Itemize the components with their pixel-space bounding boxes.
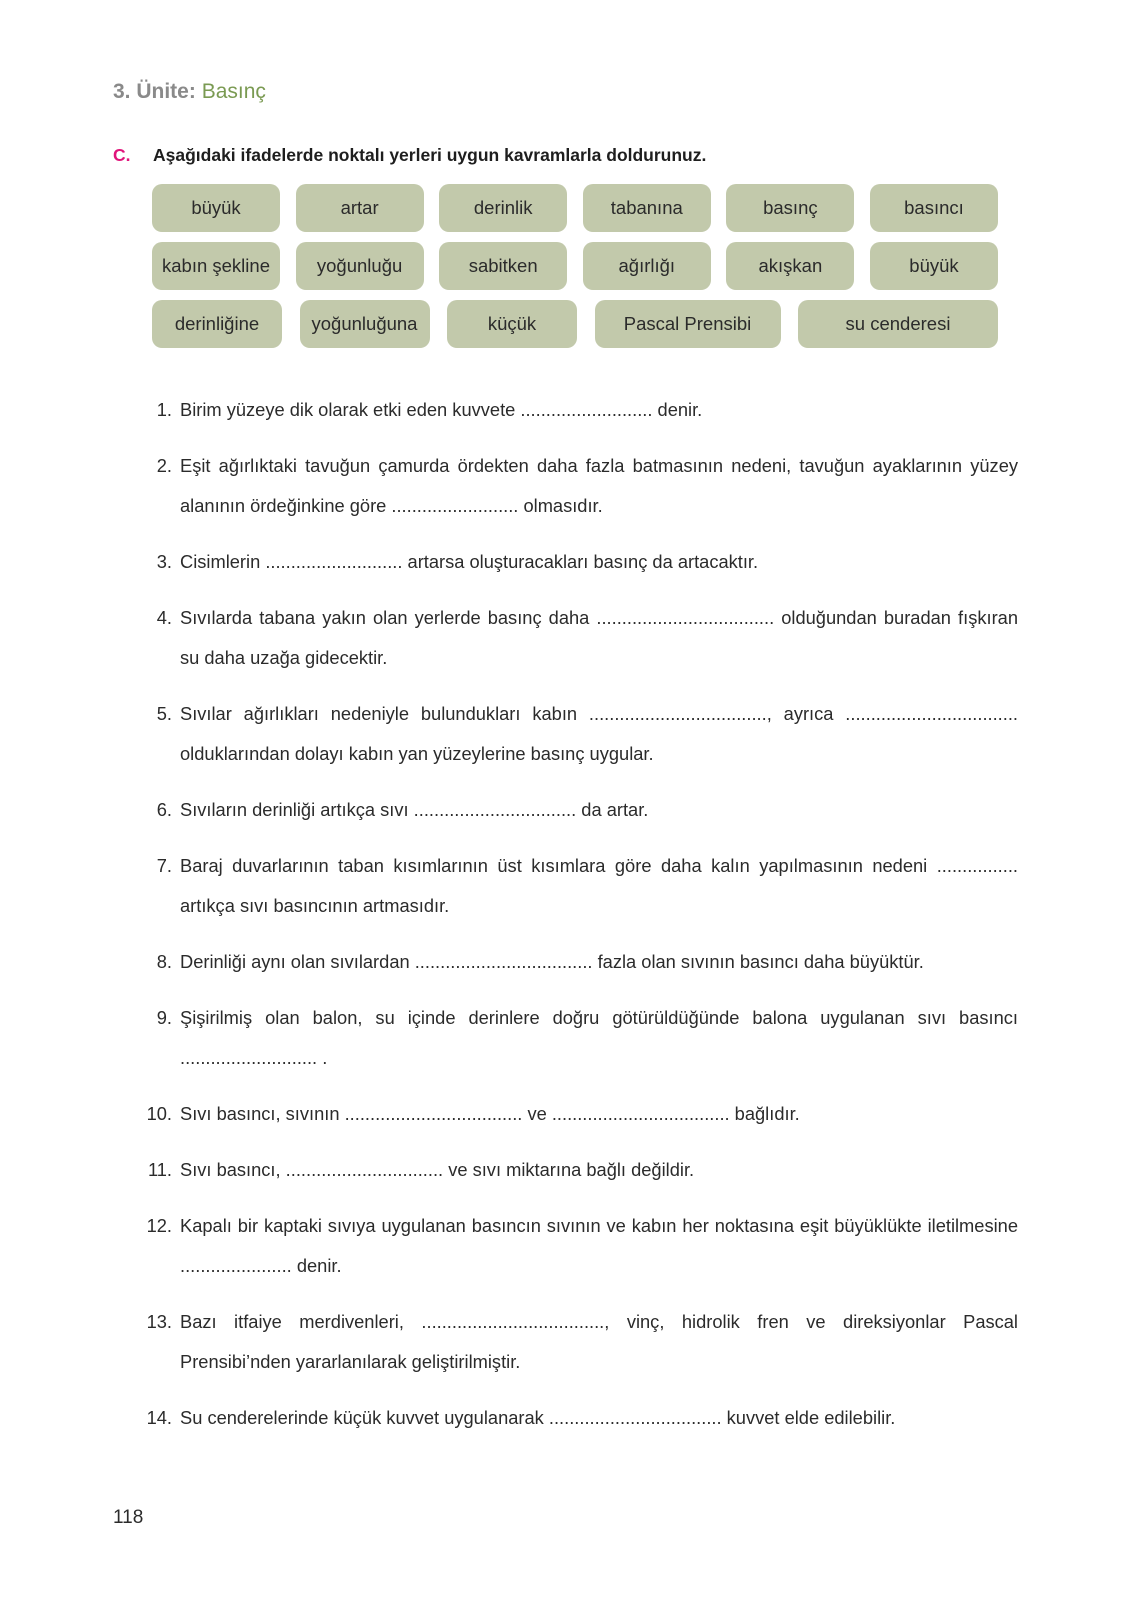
question-number: 4.	[156, 607, 172, 628]
unit-header	[113, 80, 266, 104]
question-text: Su cenderelerinde küçük kuvvet uygulanarak .................................. kuvvet elde edilebilir.	[180, 1407, 896, 1428]
question-item	[138, 1206, 1018, 1286]
question-text: Şişirilmiş olan balon, su içinde derinlere doğru götürüldüğünde balona uygulanan sıvı basıncı ........................... .	[180, 1007, 1018, 1068]
word-bank-row-2	[152, 242, 998, 290]
question-text: Birim yüzeye dik olarak etki eden kuvvete .......................... denir.	[180, 399, 703, 420]
word-chip: derinlik	[439, 184, 567, 232]
question-number: 8.	[156, 951, 172, 972]
word-chip: su cenderesi	[798, 300, 998, 348]
question-text: Sıvılarda tabana yakın olan yerlerde basınç daha ................................... olduğundan buradan fışkıran su daha uzağa gidecektir.	[180, 607, 1018, 668]
question-text: Kapalı bir kaptaki sıvıya uygulanan basıncın sıvının ve kabın her noktasına eşit büyüklükte iletilmesine ...................... denir.	[180, 1215, 1018, 1276]
question-text: Eşit ağırlıktaki tavuğun çamurda ördekten daha fazla batmasının nedeni, tavuğun ayaklarının yüzey alanının ördeğinkine göre ......................... olmasıdır.	[180, 455, 1018, 516]
question-text: Sıvıların derinliği artıkça sıvı ................................ da artar.	[180, 799, 649, 820]
word-chip: büyük	[152, 184, 280, 232]
question-item	[138, 942, 1018, 982]
question-number: 2.	[156, 455, 172, 476]
question-number: 11.	[147, 1159, 172, 1180]
question-item	[138, 1302, 1018, 1382]
word-chip: küçük	[447, 300, 577, 348]
word-chip: artar	[296, 184, 424, 232]
question-number: 6.	[156, 799, 172, 820]
word-chip: yoğunluğu	[296, 242, 424, 290]
word-chip: Pascal Prensibi	[595, 300, 781, 348]
question-item	[138, 446, 1018, 526]
word-chip: sabitken	[439, 242, 567, 290]
unit-topic: Basınç	[201, 80, 266, 103]
word-chip: tabanına	[583, 184, 711, 232]
section-letter: C.	[113, 145, 131, 165]
question-text: Sıvı basıncı, sıvının ................................... ve ................................... bağlıdır.	[180, 1103, 800, 1124]
unit-label: 3. Ünite:	[113, 80, 196, 103]
question-number: 14.	[146, 1407, 172, 1428]
question-text: Cisimlerin ........................... artarsa oluşturacakları basınç da artacaktır.	[180, 551, 759, 572]
question-number: 3.	[156, 551, 172, 572]
word-chip: basıncı	[870, 184, 998, 232]
question-item	[138, 1150, 1018, 1190]
word-chip: derinliğine	[152, 300, 282, 348]
question-number: 13.	[146, 1311, 172, 1332]
word-bank-row-1	[152, 184, 998, 232]
question-item	[138, 390, 1018, 430]
word-chip: basınç	[726, 184, 854, 232]
question-number: 7.	[156, 855, 172, 876]
word-chip: yoğunluğuna	[300, 300, 430, 348]
question-item	[138, 998, 1018, 1078]
question-text: Sıvılar ağırlıkları nedeniyle bulundukları kabın ..................................., ayrıca .................................. olduklarından dolayı kabın yan yüzeylerine basınç uygular.	[180, 703, 1018, 764]
question-item	[138, 1094, 1018, 1134]
question-text: Baraj duvarlarının taban kısımlarının üst kısımlara göre daha kalın yapılmasının nedeni ................ artıkça sıvı basıncının artmasıdır.	[180, 855, 1018, 916]
word-chip: büyük	[870, 242, 998, 290]
word-bank-row-3	[152, 300, 998, 348]
question-text: Sıvı basıncı, ............................... ve sıvı miktarına bağlı değildir.	[180, 1159, 695, 1180]
question-item	[138, 1398, 1018, 1438]
question-number: 12.	[146, 1215, 172, 1236]
question-item	[138, 694, 1018, 774]
question-item	[138, 598, 1018, 678]
instruction-text: Aşağıdaki ifadelerde noktalı yerleri uygun kavramlarla doldurunuz.	[153, 145, 707, 165]
question-text: Derinliği aynı olan sıvılardan ................................... fazla olan sıvının basıncı daha büyüktür.	[180, 951, 924, 972]
question-number: 1.	[156, 399, 172, 420]
question-number: 10.	[146, 1103, 172, 1124]
question-item	[138, 846, 1018, 926]
question-list	[138, 390, 1018, 1454]
question-item	[138, 542, 1018, 582]
word-chip: akışkan	[726, 242, 854, 290]
page-number: 118	[113, 1507, 144, 1528]
word-chip: ağırlığı	[583, 242, 711, 290]
question-number: 9.	[156, 1007, 172, 1028]
question-item	[138, 790, 1018, 830]
word-chip: kabın şekline	[152, 242, 280, 290]
question-number: 5.	[156, 703, 172, 724]
question-text: Bazı itfaiye merdivenleri, ...................................., vinç, hidrolik fren ve direksiyonlar Pascal Prensibi’nden yararlanılarak geliştirilmiştir.	[180, 1311, 1018, 1372]
section-instruction	[113, 145, 706, 166]
